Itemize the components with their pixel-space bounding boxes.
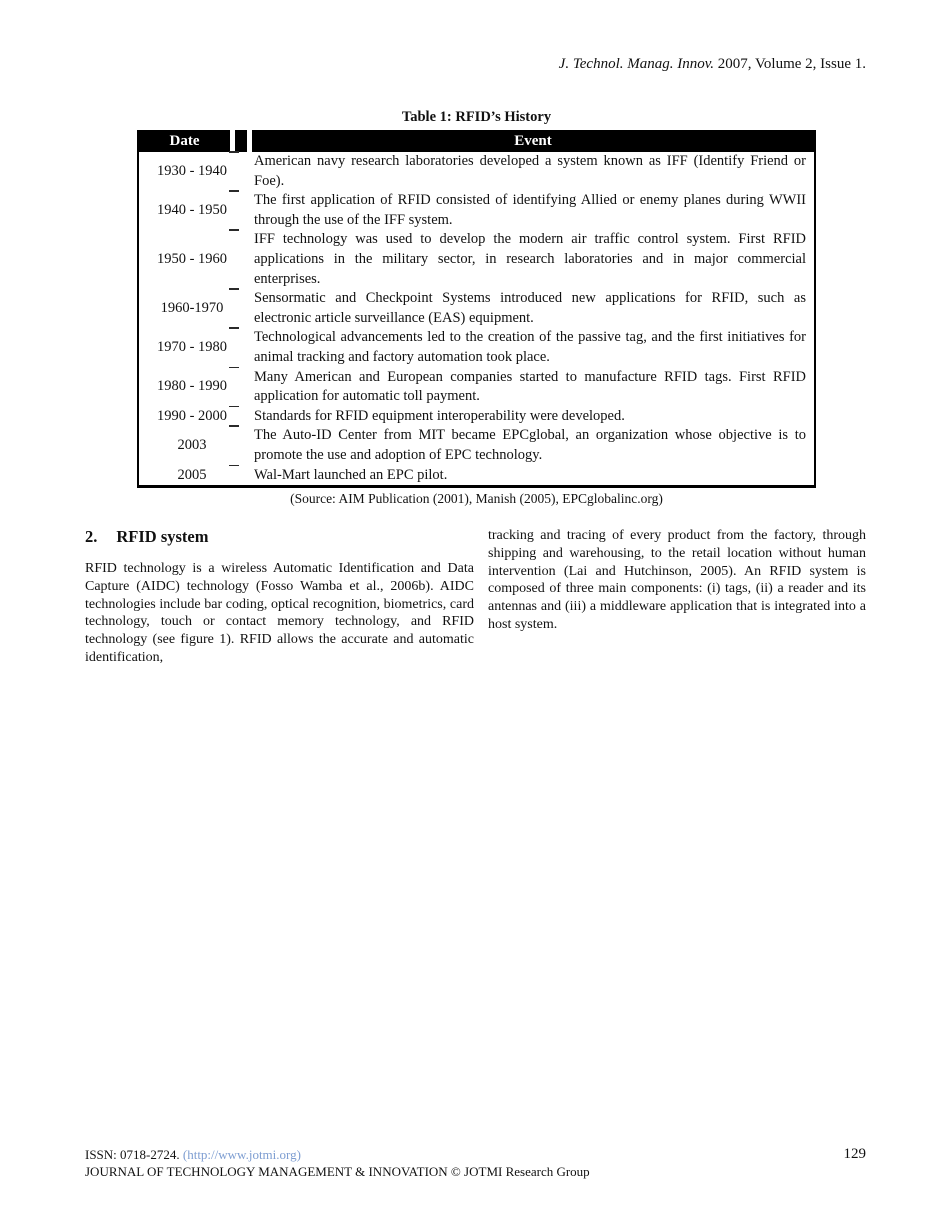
footer-issn-line: [85, 1147, 590, 1164]
row-event: Standards for RFID equipment interoperability were developed.: [254, 407, 625, 424]
table-row: [139, 289, 814, 328]
row-date: 1940 - 1950: [156, 201, 228, 218]
footer-copyright-line: JOURNAL OF TECHNOLOGY MANAGEMENT & INNOVATION © JOTMI Research Group: [85, 1163, 590, 1179]
row-date: 1950 - 1960: [156, 250, 228, 267]
row-event: The Auto-ID Center from MIT became EPCglobal, an organization whose objective is to promote the use and adoption of EPC technology.: [254, 427, 806, 463]
jotmi-link[interactable]: (http://www.jotmi.org): [182, 1147, 301, 1162]
row-date: 2005: [177, 466, 207, 483]
page-number: 129: [843, 1146, 866, 1162]
journal-issue-info: 2007, Volume 2, Issue 1.: [714, 56, 866, 72]
left-column: [85, 527, 474, 667]
page-footer: [85, 1147, 590, 1180]
row-date: 1990 - 2000: [156, 407, 228, 424]
table-source-note: (Source: AIM Publication (2001), Manish (2005), EPCglobalinc.org): [290, 491, 663, 507]
journal-header: [559, 56, 866, 73]
row-date: 1980 - 1990: [156, 378, 228, 395]
table-row: [139, 191, 814, 230]
table-row: [139, 407, 814, 427]
row-event: Sensormatic and Checkpoint Systems introduced new applications for RFID, such as electronic article surveillance (EAS) equipment.: [254, 290, 806, 326]
section-number: 2.: [85, 527, 98, 546]
table-row: [139, 152, 814, 191]
section-title: RFID system: [116, 527, 209, 546]
event-column-header: Event: [252, 130, 814, 152]
date-column-header: Date: [139, 130, 230, 152]
table-row: [139, 368, 814, 407]
table-row: [139, 230, 814, 289]
row-event: IFF technology was used to develop the modern air traffic control system. First RFID applications in the military sector, in research laboratories and in major commercial enterprises.: [254, 231, 806, 287]
header-separator-cell: [235, 130, 247, 152]
row-date: 1970 - 1980: [156, 339, 228, 356]
table-row: [139, 426, 814, 465]
left-column-paragraph: RFID technology is a wireless Automatic Identification and Data Capture (AIDC) technology (Fosso Wamba et al., 2006b). AIDC technologies include bar coding, optical recognition, biometrics, card technology, touch or contact memory technology, and RFID technology (see figure 1). RFID allows the accurate and automatic identification,: [85, 561, 474, 665]
section-heading: [85, 527, 474, 547]
row-date: 1960-1970: [160, 299, 224, 316]
row-date: 1930 - 1940: [156, 162, 228, 179]
row-event: Technological advancements led to the creation of the passive tag, and the first initiatives for animal tracking and factory automation took place.: [254, 329, 806, 365]
right-column-paragraph: tracking and tracing of every product from the factory, through shipping and warehousing, to the retail location without human intervention (Lai and Hutchinson, 2005). An RFID system is composed of three main components: (i) tags, (ii) a reader and its antennas and (iii) a middleware application that is integrated into a host system.: [488, 528, 866, 632]
row-event: Many American and European companies started to manufacture RFID tags. First RFID application for automatic toll payment.: [254, 368, 806, 405]
issn-text: ISSN: 0718-2724.: [85, 1147, 183, 1162]
history-table-block: [137, 109, 816, 507]
row-date: 2003: [177, 437, 207, 454]
row-event: American navy research laboratories developed a system known as IFF (Identify Friend or Foe).: [254, 153, 806, 189]
table-header-row: [139, 130, 814, 152]
table-row: [139, 466, 814, 486]
table-caption: Table 1: RFID’s History: [401, 109, 552, 125]
rfid-history-table: [137, 130, 816, 488]
row-event: The first application of RFID consisted of identifying Allied or enemy planes during WWII through the use of the IFF system.: [254, 192, 806, 228]
journal-title: J. Technol. Manag. Innov.: [558, 56, 715, 72]
row-event: Wal-Mart launched an EPC pilot.: [254, 466, 448, 483]
right-column: [488, 527, 866, 667]
table-row: [139, 328, 814, 367]
rfid-system-section: [85, 527, 866, 667]
